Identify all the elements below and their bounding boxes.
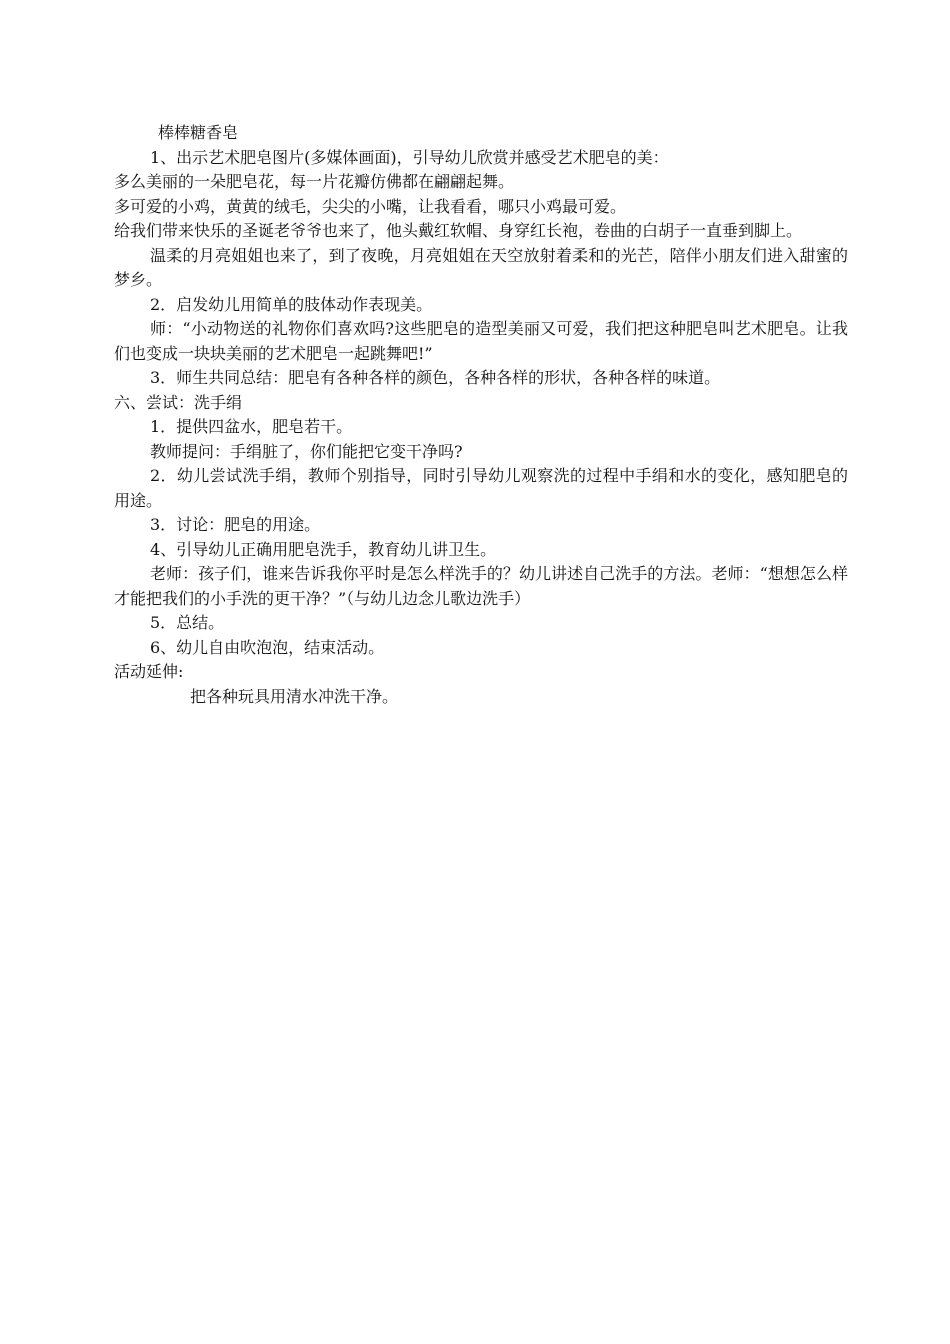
paragraph: 教师提问：手绢脏了，你们能把它变干净吗? xyxy=(150,441,463,461)
list-item: 4、引导幼儿正确用肥皂洗手，教育幼儿讲卫生。 xyxy=(150,539,497,559)
section-heading: 六、尝试：洗手绢 xyxy=(114,392,243,412)
paragraph: 温柔的月亮姐姐也来了，到了夜晚，月亮姐姐在天空放射着柔和的光芒，陪伴小朋友们进入甜蜜的梦乡。 xyxy=(114,245,848,289)
paragraph: 师：“小动物送的礼物你们喜欢吗?这些肥皂的造型美丽又可爱，我们把这种肥皂叫艺术肥皂。让我们也变成一块块美丽的艺术肥皂一起跳舞吧!” xyxy=(114,319,848,363)
list-item: 3．讨论：肥皂的用途。 xyxy=(150,515,321,534)
list-item: 2．启发幼儿用简单的肢体动作表现美。 xyxy=(150,294,433,314)
list-item: 2．幼儿尝试洗手绢，教师个别指导，同时引导幼儿观察洗的过程中手绢和水的变化，感知肥皂的用途。 xyxy=(114,466,848,510)
section-title: 棒棒糖香皂 xyxy=(158,123,239,142)
list-item: 3．师生共同总结：肥皂有各种各样的颜色，各种各样的形状，各种各样的味道。 xyxy=(150,368,721,387)
section-heading: 活动延伸: xyxy=(114,662,184,681)
paragraph: 把各种玩具用清水冲洗干净。 xyxy=(190,686,399,706)
paragraph: 多可爱的小鸡，黄黄的绒毛，尖尖的小嘴，让我看看，哪只小鸡最可爱。 xyxy=(114,196,627,216)
list-item: 5．总结。 xyxy=(150,613,225,632)
paragraph: 给我们带来快乐的圣诞老爷爷也来了，他头戴红软帽、身穿红长袍，卷曲的白胡子一直垂到脚上。 xyxy=(114,221,803,240)
document-page xyxy=(114,121,848,709)
paragraph: 多么美丽的一朵肥皂花，每一片花瓣仿佛都在翩翩起舞。 xyxy=(114,172,515,191)
list-item: 6、幼儿自由吹泡泡，结束活动。 xyxy=(150,637,385,657)
paragraph: 老师：孩子们，谁来告诉我你平时是怎么样洗手的？幼儿讲述自己洗手的方法。老师：“想想怎么样才能把我们的小手洗的更干净？”（与幼儿边念儿歌边洗手） xyxy=(114,564,848,608)
list-item: 1、出示艺术肥皂图片(多媒体画面)，引导幼儿欣赏并感受艺术肥皂的美： xyxy=(150,147,669,167)
list-item: 1．提供四盆水，肥皂若干。 xyxy=(150,417,353,436)
